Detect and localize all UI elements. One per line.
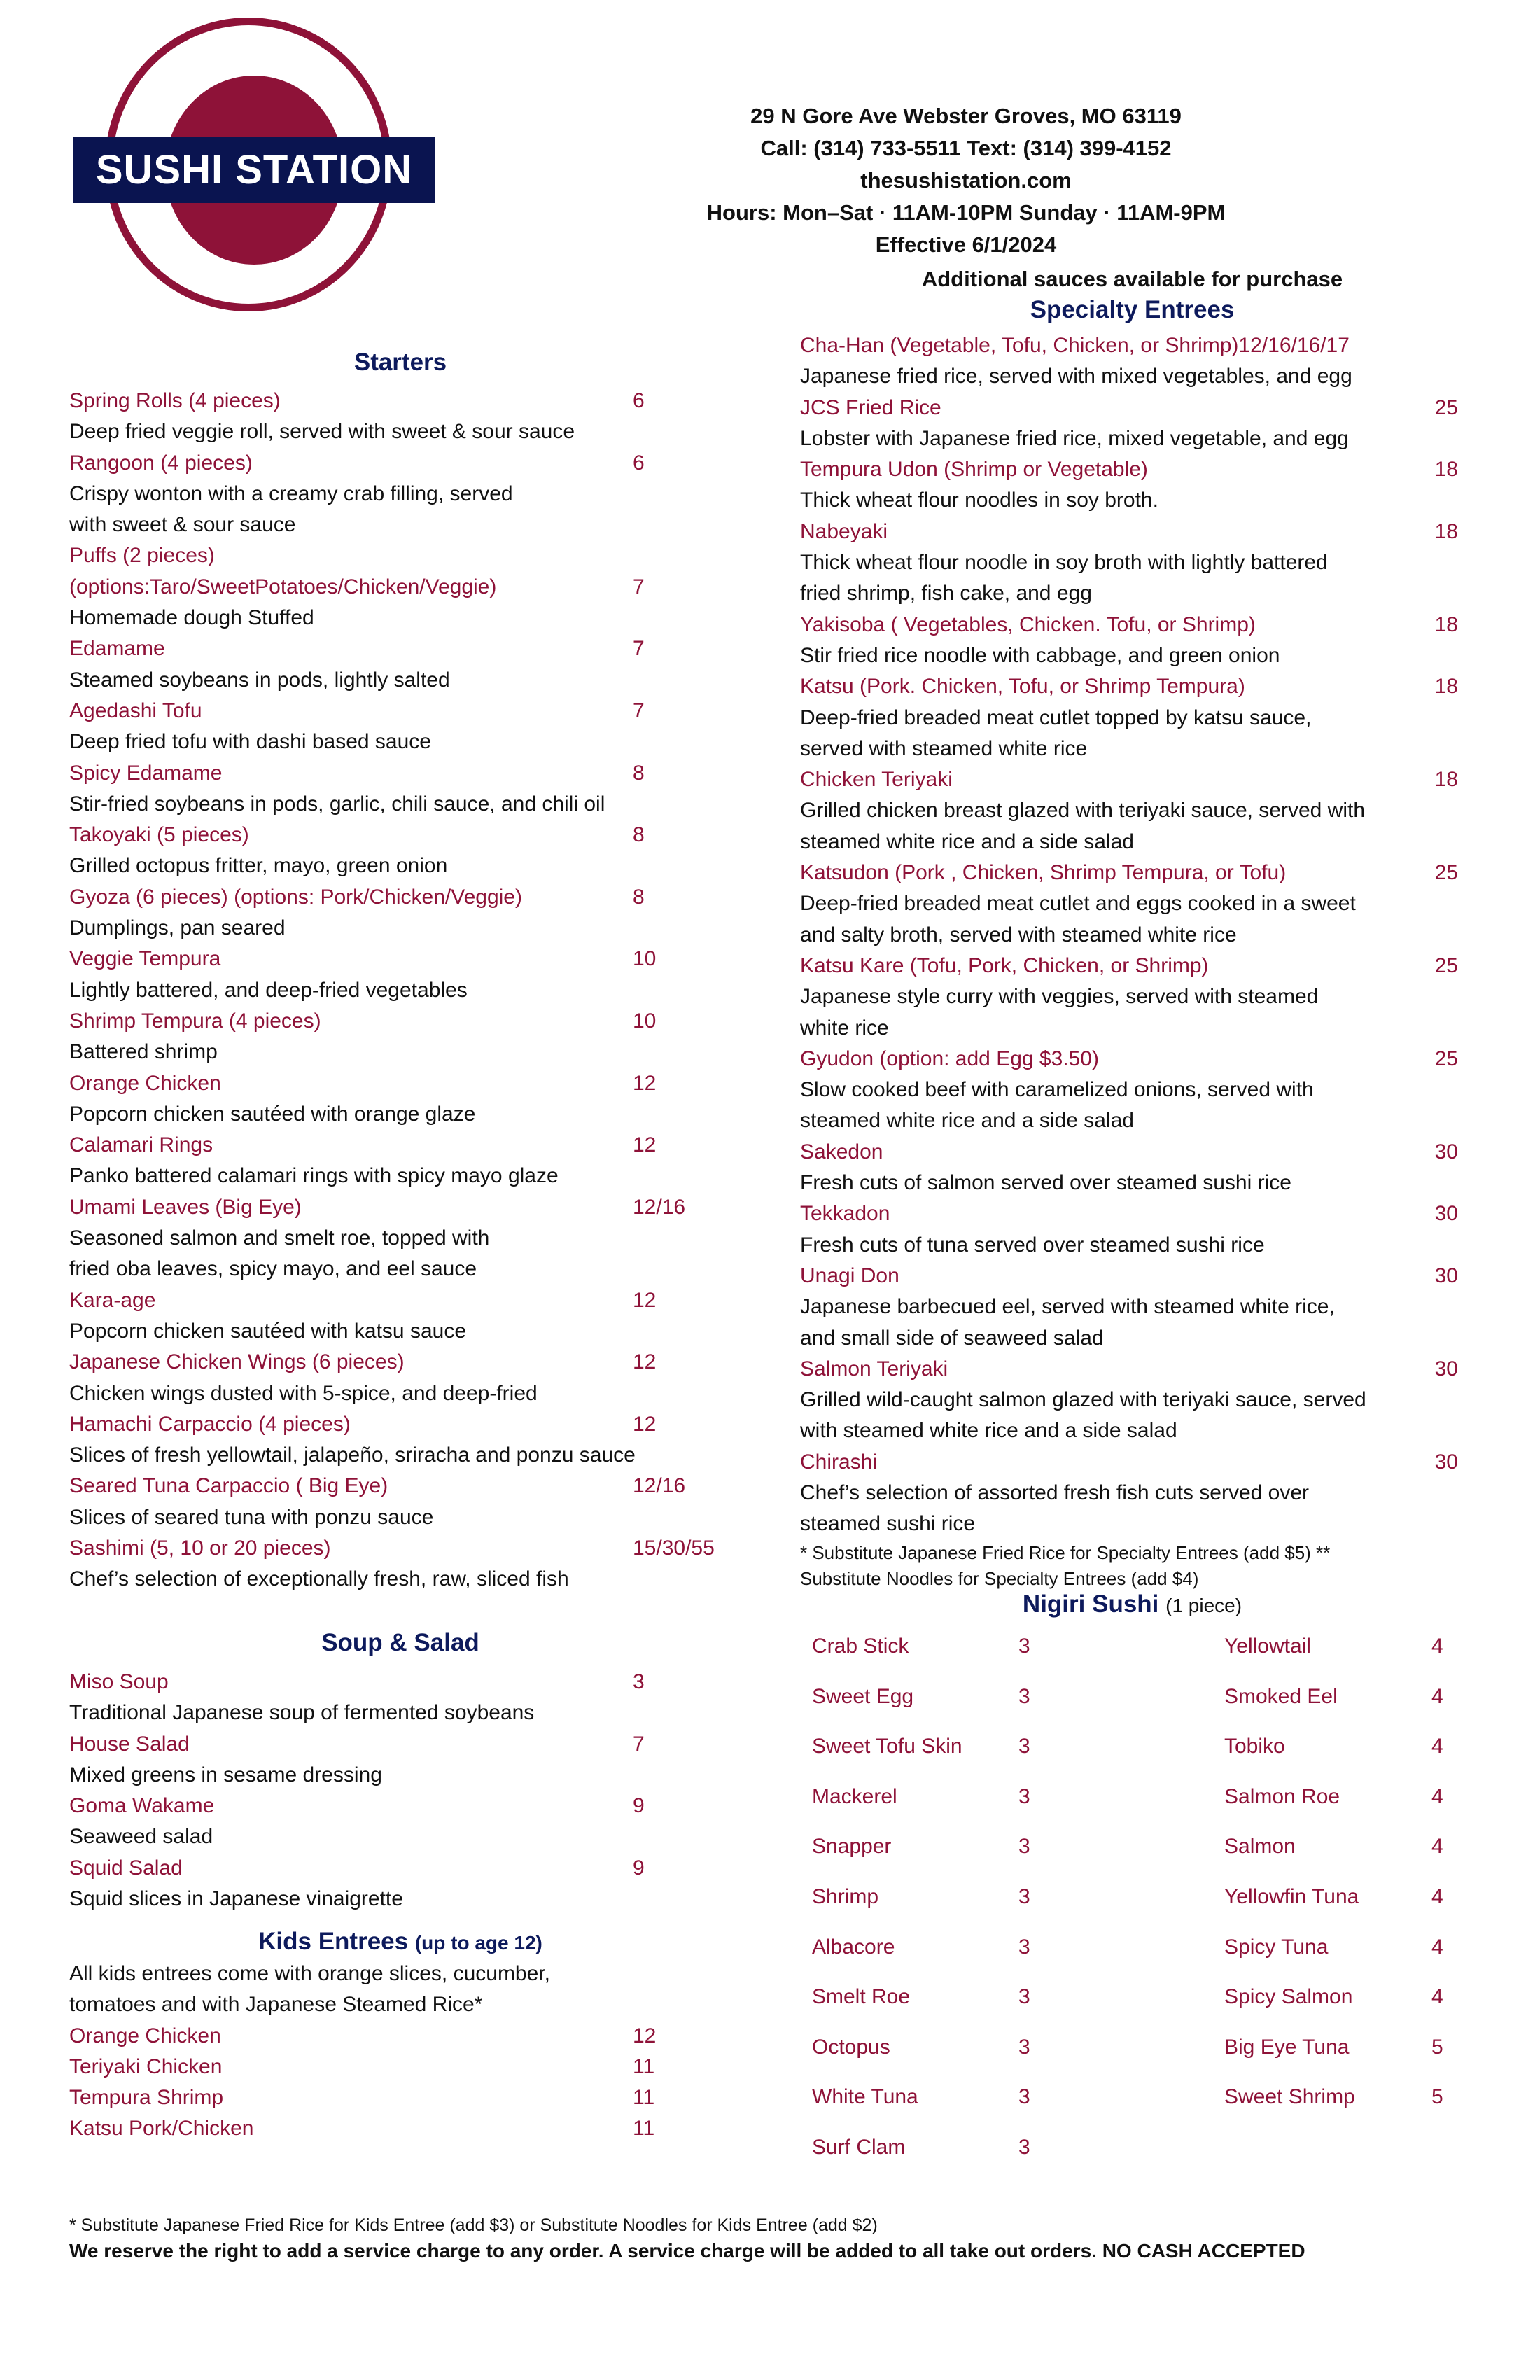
menu-item[interactable] xyxy=(69,1192,720,1285)
item-name: Seared Tuna Carpaccio ( Big Eye) xyxy=(69,1474,388,1498)
nigiri-item-name[interactable]: White Tuna xyxy=(812,2085,918,2109)
item-price: 7 xyxy=(633,575,645,598)
nigiri-item-name[interactable]: Smoked Eel xyxy=(1224,1684,1338,1708)
nigiri-item-name[interactable]: Surf Clam xyxy=(812,2136,906,2159)
menu-item-header xyxy=(69,1006,720,1037)
nigiri-item-price: 4 xyxy=(1432,1735,1443,1758)
item-name: Miso Soup xyxy=(69,1670,169,1693)
item-name: Orange Chicken xyxy=(69,2024,221,2047)
item-name: Gyoza (6 pieces) (options: Pork/Chicken/Veggie) xyxy=(69,885,522,909)
kids-intro: All kids entrees come with orange slices, cucumber, xyxy=(69,1962,550,1985)
item-name: Gyudon (option: add Egg $3.50) xyxy=(800,1046,1099,1070)
nigiri-item-name[interactable]: Sweet Tofu Skin xyxy=(812,1735,962,1758)
menu-item-header xyxy=(69,696,720,727)
item-description: with steamed white rice and a side salad xyxy=(800,1419,1177,1443)
menu-item-header xyxy=(800,517,1458,547)
item-name: Squid Salad xyxy=(69,1856,183,1879)
nigiri-item-price: 3 xyxy=(1018,1684,1030,1708)
menu-item-header xyxy=(800,454,1458,485)
specialty-heading: Specialty Entrees xyxy=(1030,296,1235,323)
item-description: Grilled octopus fritter, mayo, green onion xyxy=(69,854,448,878)
menu-item-header xyxy=(69,540,720,571)
item-name: Salmon Teriyaki xyxy=(800,1357,948,1380)
menu-item[interactable] xyxy=(69,540,720,634)
item-description: Deep fried veggie roll, served with sweet & sour sauce xyxy=(69,420,575,444)
menu-item-header xyxy=(800,1447,1458,1478)
nigiri-item-name[interactable]: Yellowtail xyxy=(1224,1634,1311,1658)
item-description: Traditional Japanese soup of fermented soybeans xyxy=(69,1701,535,1725)
nigiri-item-price: 3 xyxy=(1018,1985,1030,2009)
menu-item[interactable] xyxy=(69,1791,720,1853)
item-price: 25 xyxy=(1434,1046,1458,1070)
nigiri-item-price: 4 xyxy=(1432,1784,1443,1808)
nigiri-item-name[interactable]: Smelt Roe xyxy=(812,1985,911,2009)
item-price: 18 xyxy=(1434,458,1458,482)
item-description: Chicken wings dusted with 5-spice, and deep-fried xyxy=(69,1381,538,1405)
item-name: Kara-age xyxy=(69,1288,156,1312)
menu-item-header xyxy=(69,944,720,974)
nigiri-item-price: 4 xyxy=(1432,1935,1443,1959)
menu-item[interactable] xyxy=(69,1285,720,1348)
item-name: JCS Fried Rice xyxy=(800,396,941,419)
menu-item-header xyxy=(800,1354,1458,1385)
item-name: Cha-Han (Vegetable, Tofu, Chicken, or Shrimp)12/16/16/17 xyxy=(800,334,1350,357)
nigiri-item-name[interactable]: Crab Stick xyxy=(812,1634,909,1658)
nigiri-item-name[interactable]: Mackerel xyxy=(812,1784,897,1808)
item-price: 30 xyxy=(1434,1357,1458,1380)
item-name: Katsudon (Pork , Chicken, Shrimp Tempura, or Tofu) xyxy=(800,861,1287,885)
item-name: Yakisoba ( Vegetables, Chicken. Tofu, or Shrimp) xyxy=(800,612,1256,636)
item-description: Deep-fried breaded meat cutlet and eggs cooked in a sweet xyxy=(800,892,1356,916)
item-description: Squid slices in Japanese vinaigrette xyxy=(69,1887,403,1911)
menu-item[interactable] xyxy=(69,1533,720,1595)
kids-substitution-note: * Substitute Japanese Fried Rice for Kids Entree (add $3) or Substitute Noodles for Kids Entree (add $2) xyxy=(69,2216,878,2235)
menu-item[interactable] xyxy=(69,2021,720,2052)
item-description: fried oba leaves, spicy mayo, and eel sauce xyxy=(69,1257,477,1281)
item-description: steamed white rice and a side salad xyxy=(800,1109,1134,1133)
menu-item[interactable] xyxy=(69,1006,720,1068)
menu-item-header xyxy=(69,758,720,789)
item-description: Chef’s selection of exceptionally fresh, raw, sliced fish xyxy=(69,1567,569,1591)
item-name: Spring Rolls (4 pieces) xyxy=(69,389,281,412)
item-price: 12 xyxy=(633,1412,657,1436)
menu-item-header xyxy=(800,1044,1458,1074)
item-description: served with steamed white rice xyxy=(800,736,1088,760)
menu-item[interactable] xyxy=(69,944,720,1006)
menu-item-header xyxy=(69,2082,720,2113)
item-description: Dumplings, pan seared xyxy=(69,916,286,940)
menu-item[interactable] xyxy=(69,448,720,541)
menu-item[interactable] xyxy=(69,2082,720,2113)
nigiri-item-name[interactable]: Sweet Shrimp xyxy=(1224,2085,1355,2109)
menu-item-header xyxy=(69,448,720,479)
menu-item-header xyxy=(800,1261,1458,1292)
item-price: 30 xyxy=(1434,1140,1458,1163)
item-name: Teriyaki Chicken xyxy=(69,2054,223,2078)
item-description: Grilled wild-caught salmon glazed with teriyaki sauce, served xyxy=(800,1388,1366,1412)
menu-item[interactable] xyxy=(800,1198,1458,1261)
menu-item[interactable] xyxy=(69,820,720,882)
item-description: Battered shrimp xyxy=(69,1040,218,1064)
website-link[interactable]: thesushistation.com xyxy=(860,168,1072,192)
menu-item-header xyxy=(69,1130,720,1161)
item-options: (options:Taro/SweetPotatoes/Chicken/Veggie) xyxy=(69,575,497,598)
menu-item[interactable] xyxy=(69,882,720,944)
item-description: with sweet & sour sauce xyxy=(69,513,296,537)
menu-item-header xyxy=(69,2113,720,2144)
item-description: Stir fried rice noodle with cabbage, and green onion xyxy=(800,643,1280,667)
nigiri-item-name[interactable]: Spicy Salmon xyxy=(1224,1985,1353,2009)
nigiri-item-name[interactable]: Snapper xyxy=(812,1835,892,1858)
nigiri-item-name[interactable]: Spicy Tuna xyxy=(1224,1935,1329,1959)
menu-item-header xyxy=(69,634,720,664)
item-name: Calamari Rings xyxy=(69,1133,214,1157)
item-description: Popcorn chicken sautéed with orange glaze xyxy=(69,1102,476,1126)
item-name: Katsu (Pork. Chicken, Tofu, or Shrimp Tempura) xyxy=(800,675,1245,699)
menu-item[interactable] xyxy=(800,951,1458,1044)
menu-item-header xyxy=(800,671,1458,702)
nigiri-item-price: 5 xyxy=(1432,2035,1443,2059)
item-price: 18 xyxy=(1434,768,1458,792)
item-price: 9 xyxy=(633,1856,645,1879)
starters-list xyxy=(69,386,720,1595)
item-name: Orange Chicken xyxy=(69,1071,221,1095)
item-price: 18 xyxy=(1434,612,1458,636)
menu-item[interactable] xyxy=(69,1853,720,1915)
item-price: 7 xyxy=(633,699,645,722)
item-price: 30 xyxy=(1434,1202,1458,1226)
nigiri-item-name[interactable]: Salmon Roe xyxy=(1224,1784,1340,1808)
kids-intro: tomatoes and with Japanese Steamed Rice* xyxy=(69,1993,483,2017)
item-name: Veggie Tempura xyxy=(69,947,221,971)
item-description: Panko battered calamari rings with spicy mayo glaze xyxy=(69,1164,559,1188)
item-price: 10 xyxy=(633,947,657,971)
item-price: 6 xyxy=(633,389,645,412)
item-price: 30 xyxy=(1434,1450,1458,1474)
nigiri-item-price: 5 xyxy=(1432,2085,1443,2109)
item-description: Stir-fried soybeans in pods, garlic, chili sauce, and chili oil xyxy=(69,792,606,816)
menu-item[interactable] xyxy=(800,1261,1458,1354)
address: 29 N Gore Ave Webster Groves, MO 63119 xyxy=(750,104,1182,128)
menu-item-header xyxy=(69,386,720,416)
nigiri-item-name[interactable]: Shrimp xyxy=(812,1885,879,1908)
starters-heading: Starters xyxy=(354,349,447,376)
soup-salad-list xyxy=(69,1667,720,1914)
item-description: Lightly battered, and deep-fried vegetables xyxy=(69,978,468,1002)
item-price: 12/16 xyxy=(633,1195,686,1219)
item-description: Thick wheat flour noodle in soy broth with lightly battered xyxy=(800,551,1328,575)
item-description: and small side of seaweed salad xyxy=(800,1326,1104,1350)
menu-item-header xyxy=(800,951,1458,981)
nigiri-item-name[interactable]: Sweet Egg xyxy=(812,1684,914,1708)
item-name: Spicy Edamame xyxy=(69,761,223,785)
item-name: Katsu Pork/Chicken xyxy=(69,2117,254,2141)
item-price: 12 xyxy=(633,1071,657,1095)
item-price: 25 xyxy=(1434,953,1458,977)
item-name: Tekkadon xyxy=(800,1202,890,1226)
menu-item[interactable] xyxy=(69,1409,720,1471)
item-price: 12 xyxy=(633,1350,657,1374)
item-description: Crispy wonton with a creamy crab filling, served xyxy=(69,482,513,505)
logo-text: SUSHI STATION xyxy=(74,136,435,203)
menu-item-header xyxy=(69,882,720,913)
item-name: House Salad xyxy=(69,1732,190,1756)
item-price: 12 xyxy=(633,1133,657,1157)
menu-item-header xyxy=(69,820,720,850)
menu-item-header xyxy=(69,1409,720,1440)
item-price: 11 xyxy=(633,2086,655,2110)
menu-item-header xyxy=(69,1853,720,1884)
menu-item[interactable] xyxy=(800,330,1458,393)
item-price: 18 xyxy=(1434,519,1458,543)
menu-item-header xyxy=(69,1667,720,1698)
item-price: 12 xyxy=(633,2024,657,2047)
item-description: Fresh cuts of tuna served over steamed sushi rice xyxy=(800,1233,1265,1256)
menu-item[interactable] xyxy=(69,386,720,448)
item-name: Edamame xyxy=(69,637,165,661)
item-name: Japanese Chicken Wings (6 pieces) xyxy=(69,1350,405,1374)
menu-item[interactable] xyxy=(69,758,720,820)
item-description: Slow cooked beef with caramelized onions, served with xyxy=(800,1078,1314,1102)
menu-item[interactable] xyxy=(800,393,1458,455)
menu-item[interactable] xyxy=(69,634,720,696)
menu-item-header xyxy=(69,2052,720,2082)
menu-item-header xyxy=(69,1192,720,1223)
service-charge-policy: We reserve the right to add a service charge to any order. A service charge will be added to all take out orders. NO CASH ACCEPTED xyxy=(69,2240,1306,2262)
item-name: Nabeyaki xyxy=(800,519,888,543)
nigiri-item-price: 3 xyxy=(1018,2136,1030,2159)
item-description: Slices of seared tuna with ponzu sauce xyxy=(69,1505,434,1529)
nigiri-item-name[interactable]: Tobiko xyxy=(1224,1735,1285,1758)
restaurant-info xyxy=(630,100,1302,261)
menu-item[interactable] xyxy=(69,2052,720,2082)
menu-item-header xyxy=(69,1471,720,1502)
nigiri-subtitle: (1 piece) xyxy=(1166,1595,1242,1616)
item-description: Homemade dough Stuffed xyxy=(69,606,314,630)
item-description: Fresh cuts of salmon served over steamed sushi rice xyxy=(800,1171,1292,1195)
item-description: Japanese barbecued eel, served with steamed white rice, xyxy=(800,1295,1335,1319)
item-description: Chef’s selection of assorted fresh fish cuts served over xyxy=(800,1480,1310,1504)
item-name: Goma Wakame xyxy=(69,1794,215,1818)
item-price: 15/30/55 xyxy=(633,1536,715,1560)
hours: Hours: Mon–Sat · 11AM-10PM Sunday · 11AM-9PM xyxy=(706,200,1226,225)
item-name: Sashimi (5, 10 or 20 pieces) xyxy=(69,1536,331,1560)
menu-item[interactable] xyxy=(69,2113,720,2144)
item-description: white rice xyxy=(800,1016,889,1040)
item-price: 11 xyxy=(633,2054,655,2078)
menu-item[interactable] xyxy=(69,1347,720,1409)
item-name: Umami Leaves (Big Eye) xyxy=(69,1195,302,1219)
menu-item-header xyxy=(69,572,720,603)
item-description: Slices of fresh yellowtail, jalapeño, sriracha and ponzu sauce xyxy=(69,1443,636,1467)
item-name: Agedashi Tofu xyxy=(69,699,202,722)
nigiri-item-name[interactable]: Albacore xyxy=(812,1935,895,1959)
nigiri-item-price: 3 xyxy=(1018,1935,1030,1959)
item-name: Tempura Udon (Shrimp or Vegetable) xyxy=(800,458,1148,482)
menu-item-header xyxy=(800,764,1458,795)
item-price: 8 xyxy=(633,823,645,847)
nigiri-item-price: 3 xyxy=(1018,2085,1030,2109)
item-description: Popcorn chicken sautéed with katsu sauce xyxy=(69,1319,466,1343)
item-description: and salty broth, served with steamed white rice xyxy=(800,923,1237,946)
item-name: Chicken Teriyaki xyxy=(800,768,953,792)
nigiri-item-price: 4 xyxy=(1432,1634,1443,1658)
item-description: Deep fried tofu with dashi based sauce xyxy=(69,730,431,754)
item-description: Deep-fried breaded meat cutlet topped by katsu sauce, xyxy=(800,706,1312,729)
menu-item-header xyxy=(800,858,1458,888)
nigiri-item-price: 3 xyxy=(1018,2035,1030,2059)
menu-item-header xyxy=(69,1285,720,1316)
item-name: Sakedon xyxy=(800,1140,883,1163)
item-name: Tempura Shrimp xyxy=(69,2086,224,2110)
nigiri-item-price: 3 xyxy=(1018,1634,1030,1658)
menu-item-header xyxy=(69,1729,720,1760)
nigiri-item-name[interactable]: Octopus xyxy=(812,2035,890,2059)
item-description: Seasoned salmon and smelt roe, topped with xyxy=(69,1226,490,1250)
item-description: Grilled chicken breast glazed with teriyaki sauce, served with xyxy=(800,799,1366,822)
item-price: 12/16 xyxy=(633,1474,686,1498)
sauces-note: Additional sauces available for purchase xyxy=(921,267,1343,291)
item-description: Seaweed salad xyxy=(69,1825,214,1849)
menu-item-header xyxy=(69,2021,720,2052)
menu-item[interactable] xyxy=(800,517,1458,610)
nigiri-heading xyxy=(798,1590,1466,1618)
menu-item-header xyxy=(800,1198,1458,1229)
item-price: 8 xyxy=(633,885,645,909)
nigiri-item-price: 3 xyxy=(1018,1885,1030,1908)
menu-item[interactable] xyxy=(69,1130,720,1192)
menu-item[interactable] xyxy=(800,671,1458,764)
item-price: 30 xyxy=(1434,1264,1458,1287)
menu-item[interactable] xyxy=(800,858,1458,951)
item-price: 6 xyxy=(633,451,645,475)
item-name: Rangoon (4 pieces) xyxy=(69,451,253,475)
menu-item-header xyxy=(69,1347,720,1378)
kids-list xyxy=(69,1959,720,2145)
item-price: 12 xyxy=(633,1288,657,1312)
item-price: 7 xyxy=(633,637,645,661)
item-description: fried shrimp, fish cake, and egg xyxy=(800,582,1092,606)
kids-subtitle: (up to age 12) xyxy=(414,1932,542,1954)
soup-salad-heading: Soup & Salad xyxy=(321,1629,479,1656)
menu-item-header xyxy=(69,1791,720,1821)
item-description: Lobster with Japanese fried rice, mixed vegetable, and egg xyxy=(800,426,1349,450)
nigiri-item-price: 4 xyxy=(1432,1684,1443,1708)
menu-item[interactable] xyxy=(69,1068,720,1130)
menu-item-header xyxy=(800,330,1458,361)
nigiri-item-price: 4 xyxy=(1432,1985,1443,2009)
item-description: Mixed greens in sesame dressing xyxy=(69,1763,382,1786)
item-price: 11 xyxy=(633,2117,655,2141)
item-name: Hamachi Carpaccio (4 pieces) xyxy=(69,1412,351,1436)
menu-item-header xyxy=(800,610,1458,640)
item-price: 9 xyxy=(633,1794,645,1818)
nigiri-item-price: 4 xyxy=(1432,1835,1443,1858)
menu-item-header xyxy=(800,393,1458,424)
nigiri-item-price: 4 xyxy=(1432,1885,1443,1908)
menu-item[interactable] xyxy=(800,1447,1458,1540)
effective-date: Effective 6/1/2024 xyxy=(875,232,1057,257)
item-name: Puffs (2 pieces) xyxy=(69,544,215,568)
menu-item[interactable] xyxy=(800,610,1458,672)
item-description: Japanese style curry with veggies, served with steamed xyxy=(800,985,1319,1009)
item-price: 3 xyxy=(633,1670,645,1693)
menu-item[interactable] xyxy=(69,1471,720,1533)
item-price: 18 xyxy=(1434,675,1458,699)
item-description: steamed white rice and a side salad xyxy=(800,830,1134,853)
nigiri-title: Nigiri Sushi xyxy=(1022,1590,1159,1618)
item-price: 25 xyxy=(1434,861,1458,885)
menu-item[interactable] xyxy=(800,1354,1458,1447)
item-description: steamed sushi rice xyxy=(800,1512,976,1536)
menu-item[interactable] xyxy=(800,1044,1458,1137)
nigiri-item-price: 3 xyxy=(1018,1735,1030,1758)
specialty-list xyxy=(800,330,1458,1592)
menu-item[interactable] xyxy=(800,454,1458,517)
menu-item[interactable] xyxy=(69,1729,720,1791)
item-name: Takoyaki (5 pieces) xyxy=(69,823,249,847)
menu-item[interactable] xyxy=(800,764,1458,858)
kids-heading xyxy=(69,1928,732,1956)
menu-item[interactable] xyxy=(800,1137,1458,1199)
item-price: 25 xyxy=(1434,396,1458,419)
menu-item-header xyxy=(69,1533,720,1564)
item-price: 8 xyxy=(633,761,645,785)
item-price: 10 xyxy=(633,1009,657,1032)
item-description: Steamed soybeans in pods, lightly salted xyxy=(69,668,450,692)
kids-title: Kids Entrees xyxy=(258,1928,409,1955)
nigiri-item-name[interactable]: Yellowfin Tuna xyxy=(1224,1885,1359,1908)
menu-item-header xyxy=(800,1137,1458,1168)
substitution-note: * Substitute Japanese Fried Rice for Specialty Entrees (add $5) ** xyxy=(800,1541,1331,1563)
nigiri-item-price: 3 xyxy=(1018,1784,1030,1808)
restaurant-logo xyxy=(0,0,504,336)
item-name: Chirashi xyxy=(800,1450,878,1474)
substitution-note: Substitute Noodles for Specialty Entrees (add $4) xyxy=(800,1567,1199,1589)
phone-numbers: Call: (314) 733-5511 Text: (314) 399-4152 xyxy=(760,136,1172,160)
item-price: 7 xyxy=(633,1732,645,1756)
menu-item[interactable] xyxy=(69,696,720,758)
item-name: Shrimp Tempura (4 pieces) xyxy=(69,1009,321,1032)
nigiri-item-price: 3 xyxy=(1018,1835,1030,1858)
nigiri-item-name[interactable]: Salmon xyxy=(1224,1835,1296,1858)
menu-item-header xyxy=(69,1068,720,1099)
nigiri-item-name[interactable]: Big Eye Tuna xyxy=(1224,2035,1350,2059)
item-description: Thick wheat flour noodles in soy broth. xyxy=(800,489,1158,512)
item-name: Katsu Kare (Tofu, Pork, Chicken, or Shrimp) xyxy=(800,953,1209,977)
item-name: Unagi Don xyxy=(800,1264,899,1287)
menu-item[interactable] xyxy=(69,1667,720,1729)
item-description: Japanese fried rice, served with mixed vegetables, and egg xyxy=(800,365,1352,388)
